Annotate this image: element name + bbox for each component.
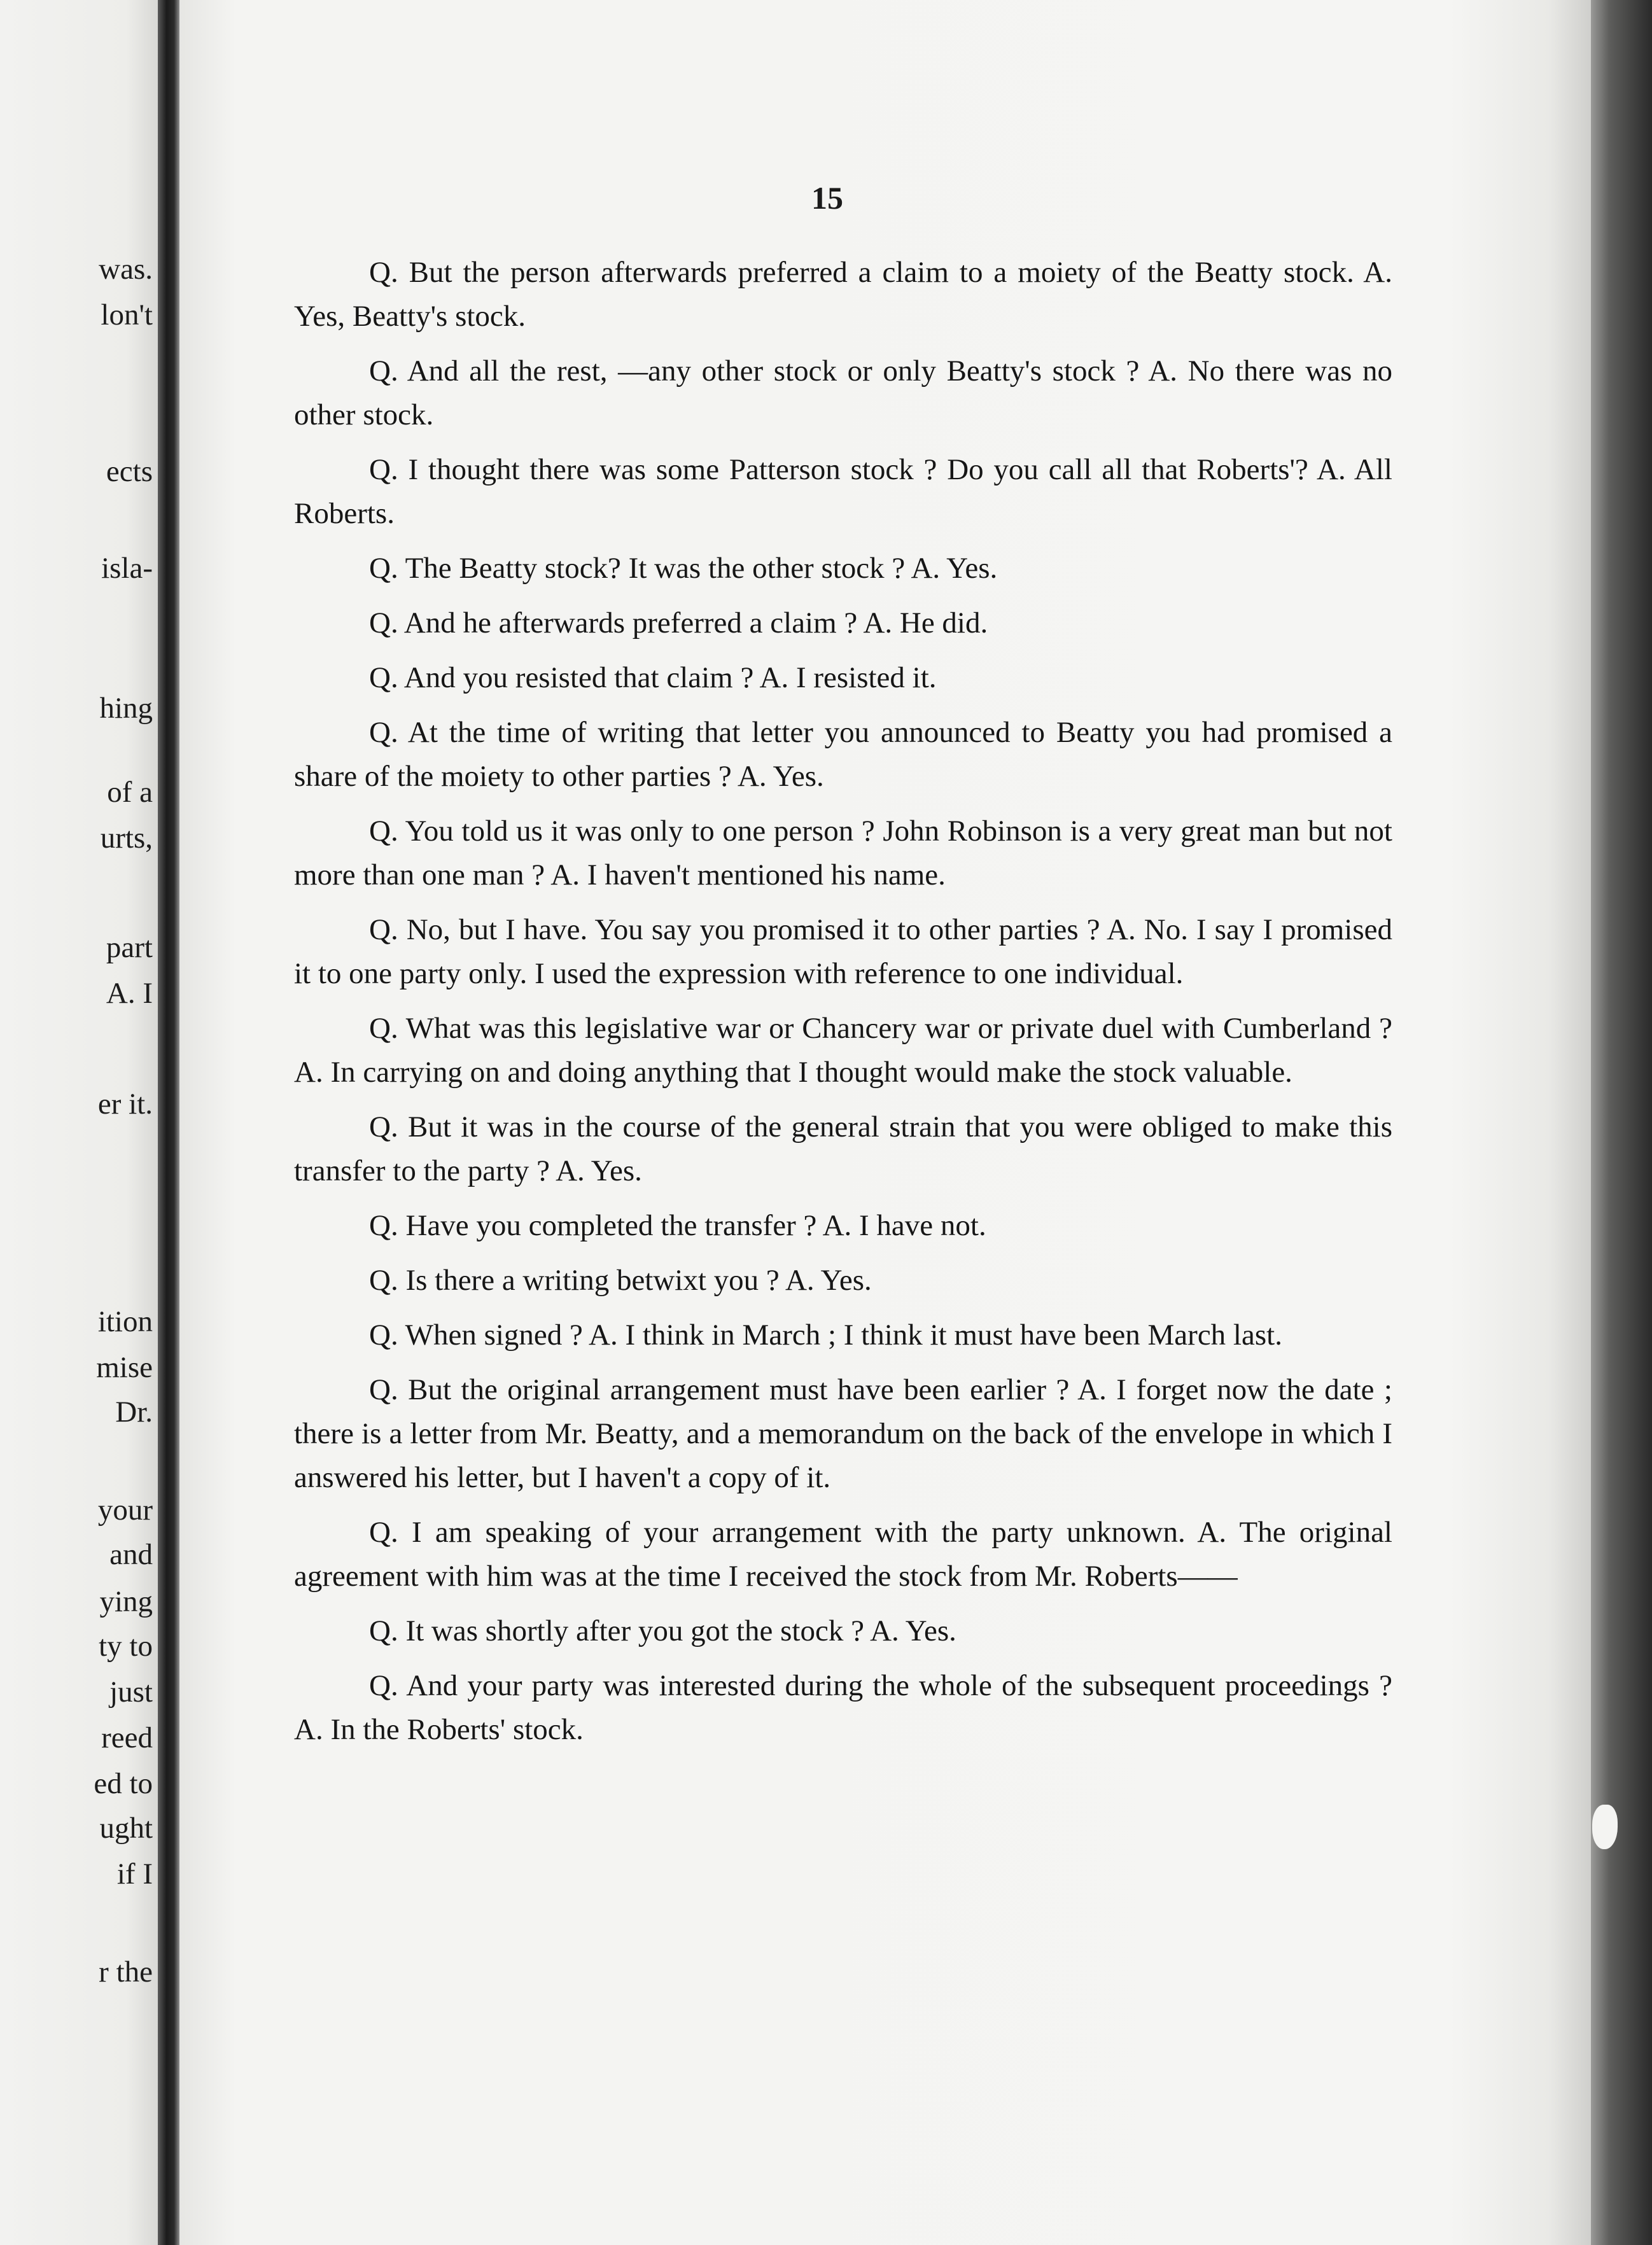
left-fragment: and bbox=[109, 1538, 153, 1571]
left-fragment: ught bbox=[99, 1812, 153, 1845]
left-page-text-fragments bbox=[0, 0, 158, 2245]
left-fragment: r the bbox=[99, 1955, 153, 1989]
qa-paragraph: Q. I thought there was some Patterson stock ? Do you call all that Roberts'? A. All Roberts. bbox=[294, 453, 1392, 530]
qa-paragraph: Q. You told us it was only to one person ? John Robinson is a very great man but not more than one man ? A. I haven't mentioned his name. bbox=[294, 815, 1392, 892]
edge-blemish bbox=[1592, 1805, 1618, 1849]
book-gutter bbox=[158, 0, 179, 2245]
qa-paragraph: Q. I am speaking of your arrangement with the party unknown. A. The original agreement with him was at the time I received the stock from Mr. Roberts—— bbox=[294, 1516, 1392, 1593]
left-fragment: ed to bbox=[94, 1767, 153, 1800]
left-fragment: ects bbox=[106, 455, 153, 488]
page-edge-shadow bbox=[1591, 0, 1652, 2245]
left-fragment: ying bbox=[99, 1585, 153, 1618]
left-fragment: A. I bbox=[106, 977, 153, 1010]
qa-paragraph: Q. What was this legislative war or Chancery war or private duel with Cumberland ? A. In carrying on and doing anything that I thought would make the stock valuable. bbox=[294, 1012, 1392, 1089]
qa-paragraph: Q. It was shortly after you got the stock ? A. Yes. bbox=[369, 1614, 956, 1647]
left-fragment: hing bbox=[99, 692, 153, 725]
qa-paragraph: Q. But the original arrangement must have been earlier ? A. I forget now the date ; there is a letter from Mr. Beatty, and a memorandum on the back of the envelope in which I answered his letter, but I haven't a copy of it. bbox=[294, 1373, 1392, 1494]
qa-paragraph: Q. When signed ? A. I think in March ; I think it must have been March last. bbox=[369, 1318, 1282, 1352]
left-fragment: lon't bbox=[101, 298, 153, 332]
page-number: 15 bbox=[811, 180, 843, 216]
left-fragment: was. bbox=[99, 253, 153, 286]
qa-paragraph: Q. And he afterwards preferred a claim ? A. He did. bbox=[369, 606, 988, 640]
left-fragment: of a bbox=[107, 776, 153, 809]
left-fragment: mise bbox=[96, 1351, 153, 1384]
qa-paragraph: Q. At the time of writing that letter you announced to Beatty you had promised a share of the moiety to other parties ? A. Yes. bbox=[294, 716, 1392, 793]
qa-paragraph: Q. Have you completed the transfer ? A. I have not. bbox=[369, 1209, 986, 1242]
qa-paragraph: Q. The Beatty stock? It was the other stock ? A. Yes. bbox=[369, 552, 998, 585]
left-fragment: er it. bbox=[97, 1088, 153, 1121]
left-fragment: Dr. bbox=[115, 1395, 153, 1429]
qa-paragraph: Q. No, but I have. You say you promised it to other parties ? A. No. I say I promised it to one party only. I used the expression with reference to one individual. bbox=[294, 913, 1392, 990]
qa-paragraph: Q. And you resisted that claim ? A. I resisted it. bbox=[369, 661, 937, 694]
qa-paragraph: Q. Is there a writing betwixt you ? A. Yes. bbox=[369, 1264, 872, 1297]
transcript-body bbox=[294, 251, 1392, 1763]
left-fragment: ty to bbox=[99, 1630, 153, 1663]
left-fragment: ition bbox=[97, 1305, 153, 1338]
left-fragment: part bbox=[106, 931, 153, 964]
left-fragment: reed bbox=[101, 1721, 153, 1754]
left-fragment: just bbox=[109, 1675, 153, 1709]
qa-paragraph: Q. And all the rest, —any other stock or only Beatty's stock ? A. No there was no other stock. bbox=[294, 354, 1392, 431]
qa-paragraph: Q. But the person afterwards preferred a claim to a moiety of the Beatty stock. A. Yes, Beatty's stock. bbox=[294, 256, 1392, 333]
left-fragment: your bbox=[97, 1493, 153, 1527]
qa-paragraph: Q. And your party was interested during the whole of the subsequent proceedings ? A. In the Roberts' stock. bbox=[294, 1669, 1392, 1746]
left-fragment: isla- bbox=[101, 552, 153, 585]
left-fragment: if I bbox=[116, 1857, 153, 1891]
qa-paragraph: Q. But it was in the course of the general strain that you were obliged to make this transfer to the party ? A. Yes. bbox=[294, 1110, 1392, 1187]
left-fragment: urts, bbox=[100, 822, 153, 855]
